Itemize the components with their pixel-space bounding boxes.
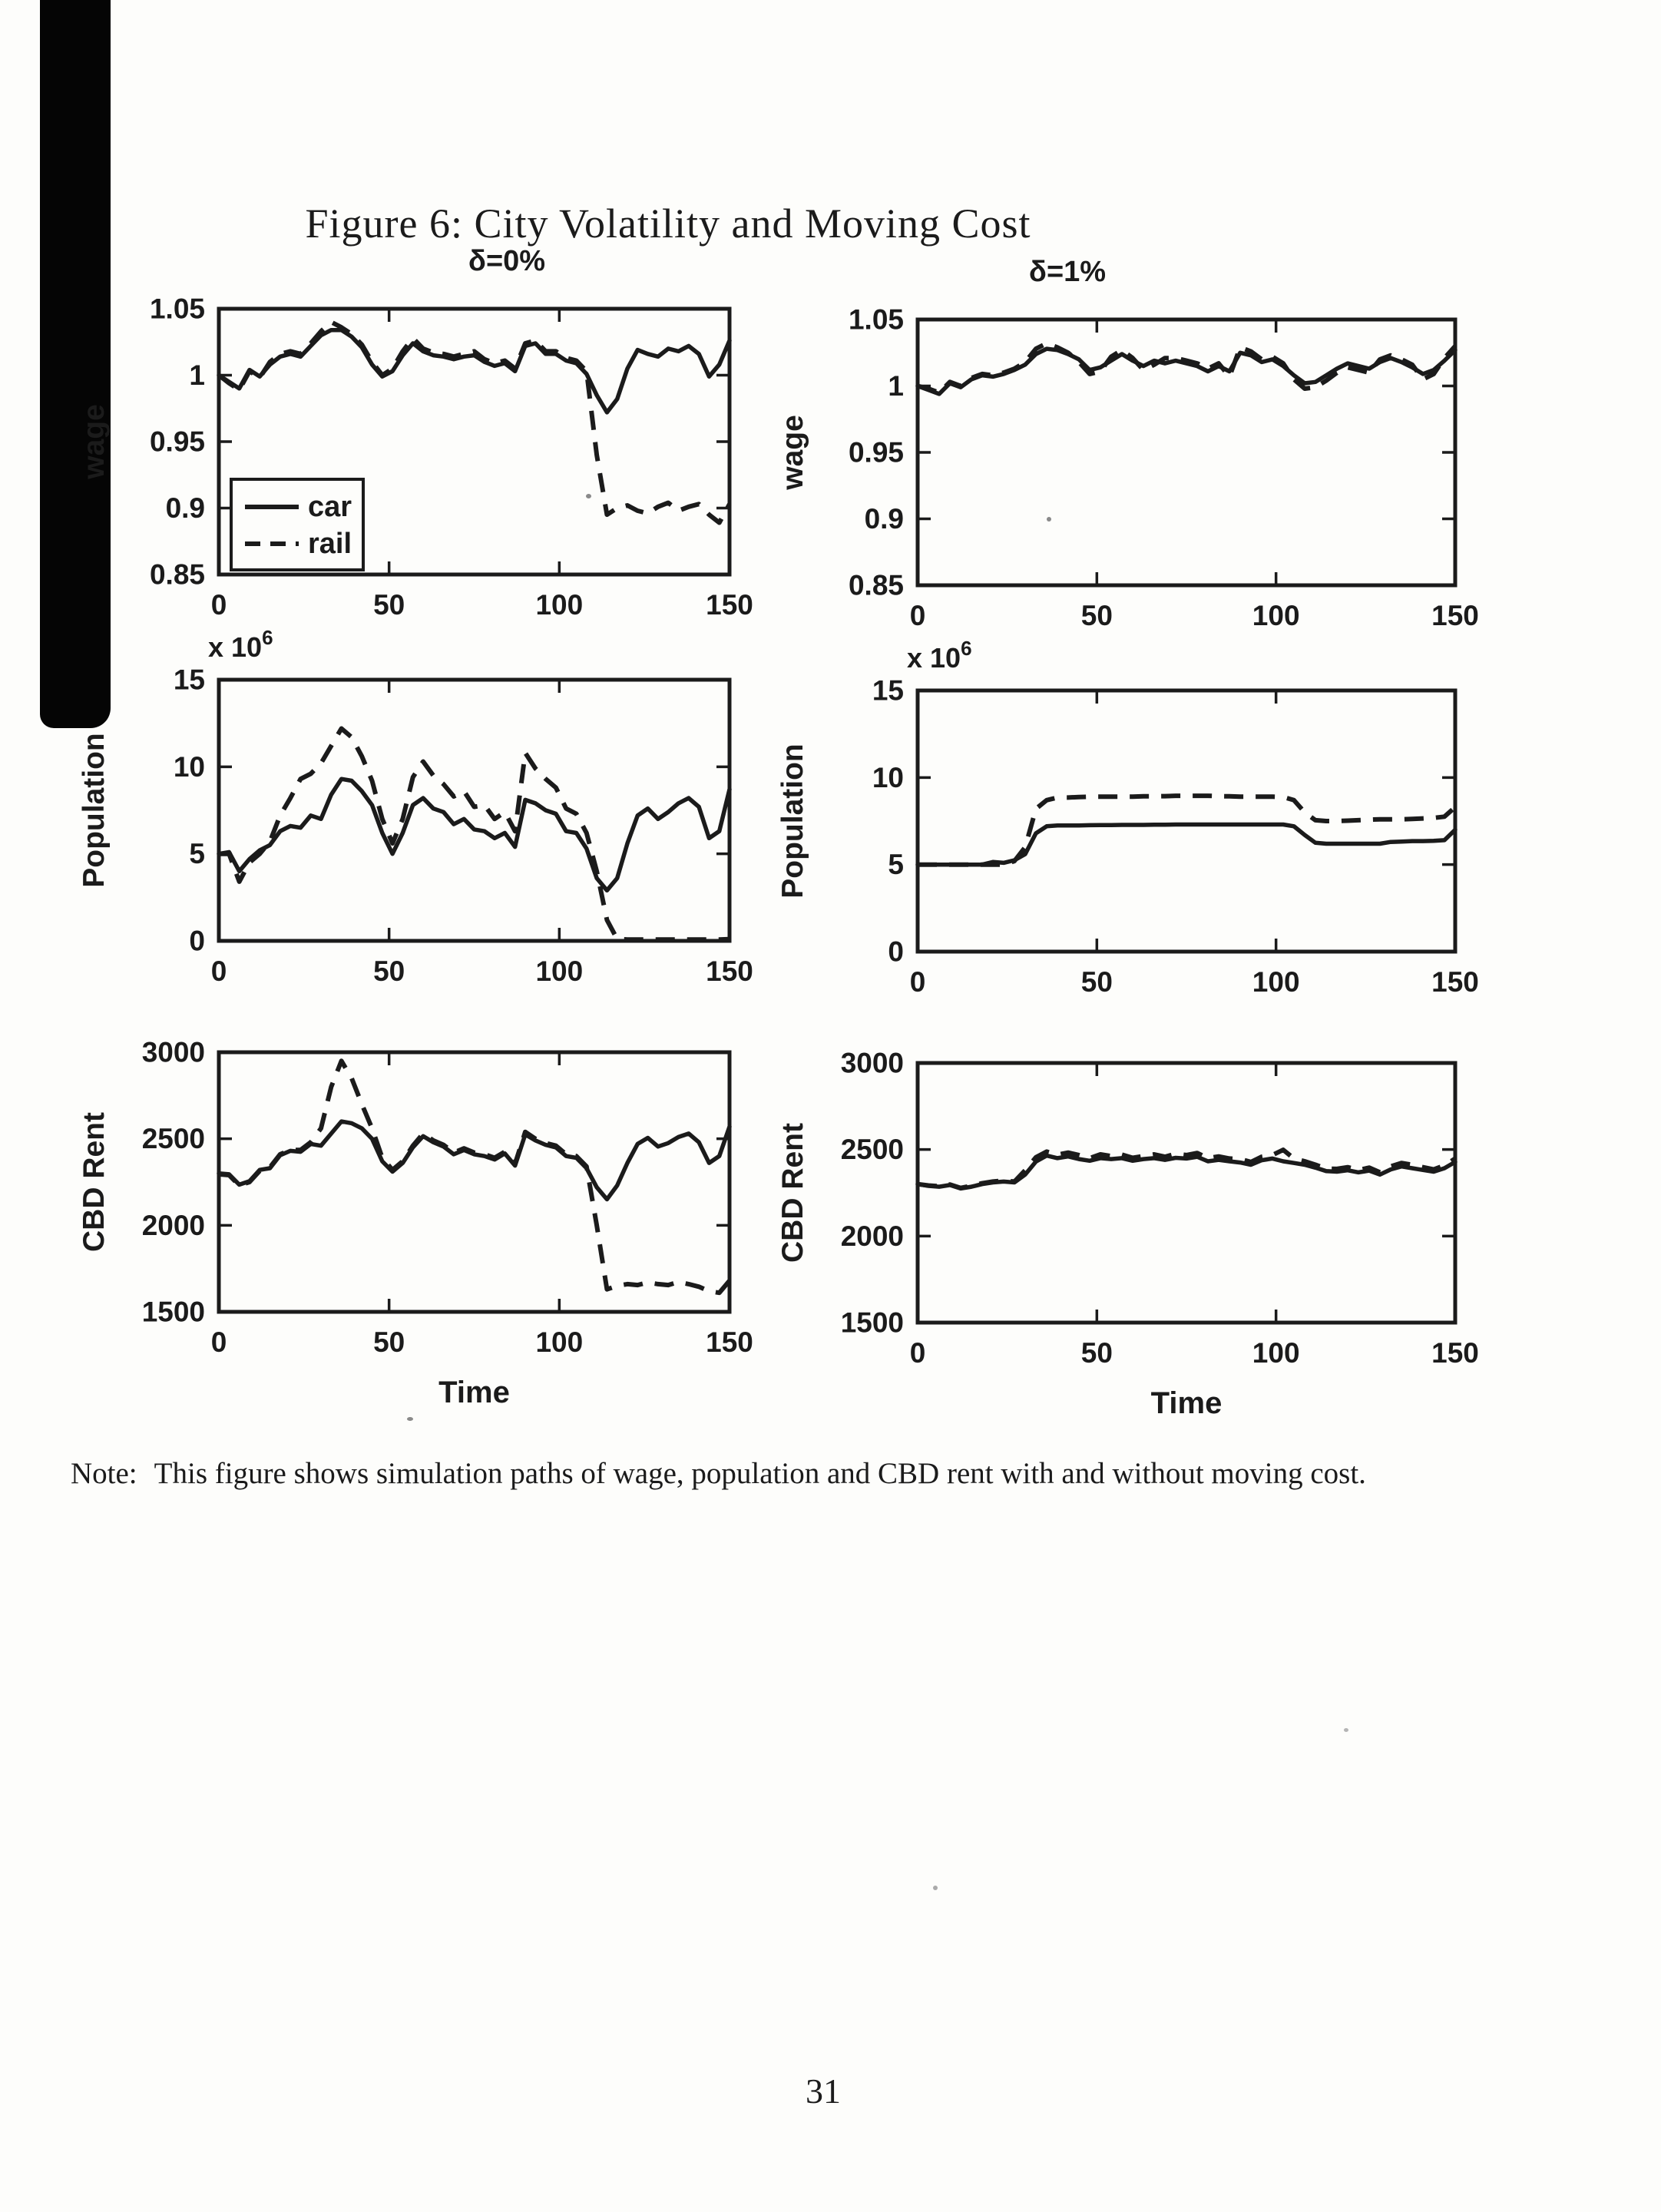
series-line-rail bbox=[918, 1150, 1455, 1188]
y-axis-label: CBD Rent bbox=[78, 1112, 111, 1252]
x-tick-label: 0 bbox=[210, 589, 227, 621]
chart-cbd-rent-delta1 bbox=[760, 990, 1494, 1438]
y-tick-label: 0.85 bbox=[848, 569, 904, 601]
x-tick-label: 100 bbox=[1252, 600, 1300, 631]
y-tick-label: 5 bbox=[189, 838, 205, 870]
scan-speck bbox=[1344, 1728, 1348, 1732]
x-tick-label: 0 bbox=[909, 1337, 926, 1369]
y-tick-label: 0.95 bbox=[149, 426, 205, 458]
y-axis-label: wage bbox=[78, 404, 111, 479]
series-line-car bbox=[219, 1121, 730, 1199]
y-tick-label: 1.05 bbox=[149, 293, 205, 325]
axes-box bbox=[219, 1052, 730, 1312]
subplot-wage-delta1 bbox=[760, 247, 1494, 647]
axis-exponent-label: x $10^6$ bbox=[907, 637, 972, 674]
y-tick-label: 2000 bbox=[840, 1220, 904, 1252]
y-axis-label: Population bbox=[78, 733, 111, 888]
y-tick-label: 3000 bbox=[840, 1047, 904, 1079]
x-tick-label: 150 bbox=[1431, 600, 1479, 631]
y-tick-label: 15 bbox=[872, 674, 904, 707]
subplot-wage-delta0 bbox=[61, 236, 768, 636]
x-tick-label: 50 bbox=[1080, 600, 1113, 631]
y-tick-label: 15 bbox=[173, 664, 205, 696]
chart-population-delta0 bbox=[61, 607, 768, 1002]
x-tick-label: 50 bbox=[373, 955, 405, 987]
series-line-rail bbox=[918, 796, 1455, 865]
scan-speck bbox=[586, 494, 591, 498]
y-tick-label: 1500 bbox=[141, 1296, 205, 1328]
y-tick-label: 0.9 bbox=[864, 503, 904, 535]
y-tick-label: 1 bbox=[189, 359, 205, 391]
x-tick-label: 0 bbox=[210, 1326, 227, 1358]
y-tick-label: 0.9 bbox=[165, 492, 205, 524]
x-tick-label: 50 bbox=[373, 589, 405, 621]
subplot-cbd-rent-delta0 bbox=[61, 979, 768, 1427]
y-tick-label: 0.85 bbox=[149, 558, 205, 591]
x-tick-label: 0 bbox=[210, 955, 227, 987]
series-line-rail bbox=[219, 1061, 730, 1293]
x-tick-label: 50 bbox=[1080, 1337, 1113, 1369]
scan-speck bbox=[933, 1886, 938, 1890]
series-line-car bbox=[219, 330, 730, 412]
chart-wage-delta1 bbox=[760, 247, 1494, 647]
y-tick-label: 0.95 bbox=[848, 436, 904, 469]
y-tick-label: 1.05 bbox=[848, 303, 904, 336]
series-line-car bbox=[918, 349, 1455, 394]
axes-box bbox=[918, 1063, 1455, 1323]
y-tick-label: 2500 bbox=[141, 1123, 205, 1155]
y-tick-label: 0 bbox=[888, 935, 904, 968]
y-axis-label: Population bbox=[776, 743, 809, 899]
x-axis-label: Time bbox=[438, 1376, 510, 1409]
y-axis-label: wage bbox=[776, 415, 809, 490]
y-tick-label: 5 bbox=[888, 849, 904, 881]
x-tick-label: 100 bbox=[535, 955, 584, 987]
series-line-rail bbox=[918, 343, 1455, 392]
axis-exponent-label: x $10^6$ bbox=[208, 626, 273, 663]
figure-title: Figure 6: City Volatility and Moving Cost bbox=[305, 200, 1031, 247]
x-tick-label: 50 bbox=[1080, 966, 1113, 998]
subplot-title: δ=0% bbox=[468, 245, 546, 277]
series-line-car bbox=[219, 779, 730, 890]
axis-exponent-power: 6 bbox=[961, 637, 972, 660]
subplot-population-delta1 bbox=[760, 618, 1494, 1013]
x-tick-label: 150 bbox=[706, 955, 753, 987]
series-line-car bbox=[918, 825, 1455, 865]
axes-box bbox=[219, 309, 730, 575]
chart-wage-delta0 bbox=[61, 236, 768, 636]
y-tick-label: 2000 bbox=[141, 1209, 205, 1241]
note-label: Note: bbox=[71, 1457, 137, 1490]
x-tick-label: 150 bbox=[1431, 1337, 1479, 1369]
chart-population-delta1 bbox=[760, 618, 1494, 1013]
axes-box bbox=[219, 680, 730, 941]
x-tick-label: 100 bbox=[1252, 1337, 1300, 1369]
legend-label: car bbox=[308, 491, 352, 523]
x-tick-label: 0 bbox=[909, 966, 926, 998]
y-tick-label: 0 bbox=[189, 925, 205, 957]
axis-exponent-power: 6 bbox=[262, 626, 273, 649]
y-tick-label: 3000 bbox=[141, 1036, 205, 1068]
x-axis-label: Time bbox=[1150, 1386, 1223, 1420]
x-tick-label: 50 bbox=[373, 1326, 405, 1358]
series-line-rail bbox=[219, 729, 730, 940]
x-tick-label: 150 bbox=[1431, 966, 1479, 998]
scan-speck bbox=[1047, 517, 1051, 522]
page-number: 31 bbox=[806, 2071, 841, 2111]
subplot-cbd-rent-delta1 bbox=[760, 990, 1494, 1438]
y-tick-label: 1 bbox=[888, 370, 904, 402]
y-axis-label: CBD Rent bbox=[776, 1123, 809, 1263]
legend-label: rail bbox=[308, 528, 352, 560]
series-line-rail bbox=[219, 322, 730, 522]
note-text: This figure shows simulation paths of wage, population and CBD rent with and without moving cost. bbox=[154, 1457, 1366, 1490]
y-tick-label: 10 bbox=[173, 750, 205, 783]
x-tick-label: 150 bbox=[706, 589, 753, 621]
x-tick-label: 100 bbox=[535, 589, 584, 621]
y-tick-label: 2500 bbox=[840, 1134, 904, 1166]
x-tick-label: 0 bbox=[909, 600, 926, 631]
y-tick-label: 1500 bbox=[840, 1306, 904, 1339]
x-tick-label: 100 bbox=[1252, 966, 1300, 998]
x-tick-label: 100 bbox=[535, 1326, 584, 1358]
legend bbox=[231, 479, 363, 570]
scan-speck bbox=[407, 1417, 413, 1421]
y-tick-label: 10 bbox=[872, 761, 904, 793]
subplot-title: δ=1% bbox=[1028, 256, 1107, 288]
subplot-population-delta0 bbox=[61, 607, 768, 1002]
chart-cbd-rent-delta0 bbox=[61, 979, 768, 1427]
figure-note bbox=[71, 1456, 1606, 1491]
x-tick-label: 150 bbox=[706, 1326, 753, 1358]
